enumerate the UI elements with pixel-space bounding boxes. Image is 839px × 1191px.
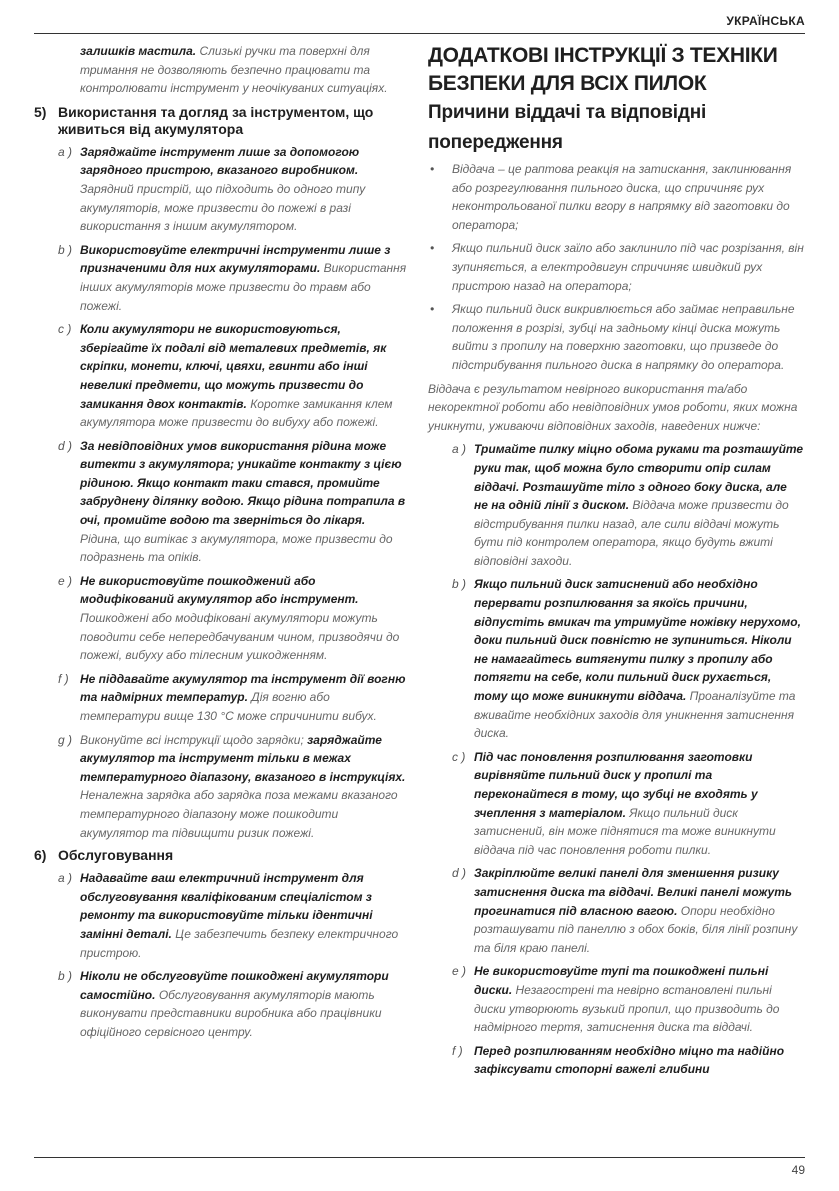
instruction-bold: заряджайте акумулятор та інструмент тільки в межах температурного діапазону, вказаного в інструкціях. xyxy=(80,732,406,784)
item-label: a ) xyxy=(58,871,73,886)
item-label: c ) xyxy=(58,322,72,337)
instruction-bold: Закріплюйте великі панелі для зменшення ризику затиснення диска та віддачі. Великі панелі можуть прогинатися під власною вагою. xyxy=(474,866,792,918)
bullet-text: Якщо пильний диск викривлюється або займає неправильне положення в розрізі, зубці на задньому кінці диска можуть вийти з пропилу на поверхню заготовки, що призведе до підстрибування пильного диска в напрямку до оператора. xyxy=(452,302,795,372)
language-label: УКРАЇНСЬКА xyxy=(726,14,805,28)
list-item xyxy=(34,241,408,315)
instruction-bold: Заряджайте інструмент лише за допомогою зарядного пристрою, вказаного виробником. xyxy=(80,144,360,178)
kickback-intro: Віддача є результатом невірного використання та/або некоректної роботи або невідповідних умов роботи, яких можна уникнути, уживаючи відповідних заходів, наведених нижче: xyxy=(428,381,798,433)
item-label: f ) xyxy=(58,671,69,686)
item-label: b ) xyxy=(58,969,73,984)
kickback-subheading: Причини віддачі та відповідні попередження xyxy=(428,102,707,153)
instruction-bold: Надавайте ваш електричний інструмент для обслуговування кваліфікованим спеціалістом з ремонту та використовуйте тільки ідентичні замінні деталі. xyxy=(80,871,373,941)
bullet-dot-icon: • xyxy=(430,241,435,256)
list-item xyxy=(34,967,408,1041)
list-item xyxy=(34,670,408,726)
list-item xyxy=(428,962,804,1036)
instruction-note: Виконуйте всі інструкції щодо зарядки; xyxy=(80,732,308,747)
item-label: g ) xyxy=(58,732,73,747)
section-title: Використання та догляд за інструментом, що живиться від акумулятора xyxy=(58,103,374,137)
item-label: c ) xyxy=(452,749,466,764)
bullet-item xyxy=(428,239,804,295)
instruction-note: Пошкоджені або модифіковані акумулятори можуть поводити себе непередбачуваним чином, призводячи до пожежі, вибуху або тілесним ушкодженням. xyxy=(80,611,400,663)
bullet-dot-icon: • xyxy=(430,162,435,176)
list-item xyxy=(34,869,408,962)
header-divider xyxy=(34,33,805,34)
bullet-text: Віддача – це раптова реакція на затискання, заклинювання або розрегулювання пильного диска, що спричиняє рух неконтрольованої пилки вгору в напрямку від заготовки до оператора; xyxy=(452,162,792,232)
footer-divider xyxy=(34,1157,805,1158)
bullet-item xyxy=(428,160,804,234)
instruction-note: Віддача може призвести до відстрибування пилки назад, але сили віддачі можуть бути під контролем оператора, якщо будуть вжиті відповідні заходи. xyxy=(474,498,789,568)
list-item xyxy=(34,731,408,843)
instruction-note: Це забезпечить безпеку електричного пристрою. xyxy=(80,926,399,960)
instruction-note: Коротке замикання клем акумулятора може призвести до вибуху або пожежі. xyxy=(80,396,393,430)
item-label: b ) xyxy=(452,577,467,592)
instruction-bold: залишків мастила. xyxy=(80,44,197,58)
bullet-dot-icon: • xyxy=(430,302,435,317)
item-label: d ) xyxy=(452,866,467,881)
safety-heading: ДОДАТКОВІ ІНСТРУКЦІЇ З ТЕХНІКИ БЕЗПЕКИ ДЛЯ ВСІХ ПИЛОК xyxy=(428,44,778,95)
instruction-bold: Тримайте пилку міцно обома руками та розташуйте руки так, щоб можна було створити опір силам віддачі. Розташуйте тіло з одного боку диска, але не на одній лінії з диском. xyxy=(474,442,804,513)
list-item xyxy=(428,864,804,957)
section-5-list xyxy=(34,143,408,842)
item-label: e ) xyxy=(452,964,467,979)
instruction-note: Рідина, що витікає з акумулятора, може призвести до подразнень та опіків. xyxy=(80,531,393,565)
page-number: 49 xyxy=(791,1163,805,1177)
kickback-bullet-list xyxy=(428,160,804,375)
instruction-bold: За невідповідних умов використання рідина може витекти з акумулятора; уникайте контакту з цією рідиною. Якщо контакт таки стався, промийте забруднену ділянку водою. Якщо рідина потрапила в очі, промийте водою та зверніться до лікаря. xyxy=(80,438,406,528)
item-label: a ) xyxy=(58,144,73,159)
instruction-note: Проаналізуйте та вживайте необхідних заходів для уникнення затиснення диска. xyxy=(474,689,796,741)
item-label: b ) xyxy=(58,242,73,257)
list-item xyxy=(428,440,804,570)
instruction-bold: Під час поновлення розпилювання заготовки вирівняйте пильний диск у пропилі та переконайтеся в тому, що зубці не входять у зчеплення з матеріалом. xyxy=(474,749,758,820)
item-label: d ) xyxy=(58,438,73,453)
kickback-measures-list xyxy=(428,440,804,1079)
list-item xyxy=(428,575,804,742)
instruction-bold: Використовуйте електричні інструменти лише з призначеними для них акумуляторами. xyxy=(80,242,391,276)
instruction-note: Незагострені та невірно встановлені пильні диски утворюють вузький пропил, що призводить до надмірного тертя, затиснення диска та віддачі. xyxy=(474,982,780,1035)
bullet-item xyxy=(428,300,804,374)
instruction-bold: Ніколи не обслуговуйте пошкоджені акумулятори самостійно. xyxy=(80,969,389,1002)
instruction-note: Зарядний пристрій, що підходить до одного типу акумуляторів, може призвести до пожежі в разі використання з іншим акумулятором. xyxy=(80,181,366,234)
instruction-bold: Якщо пильний диск затиснений або необхідно перервати розпилювання за якоїсь причини, відпустіть вмикач та утримуйте ножівку нерухомо, доки пильний диск повністю не зупиниться. Ніколи не намагайтесь витягнути пилку з пропилу або потягти на себе, коли пильний диск рухається, тому що може виникнути віддача. xyxy=(474,577,801,704)
instruction-bold: Не використовуйте пошкоджений або модифікований акумулятор або інструмент. xyxy=(80,573,359,607)
list-item xyxy=(34,143,408,236)
instruction-note: Якщо пильний диск затиснений, він може піднятися та може виникнути віддача під час поновлення роботи пилки. xyxy=(474,805,776,857)
bullet-text: Якщо пильний диск заїло або заклинило під час розрізання, він зупиняється, а електродвигун спричиняє швидкий рух пристрою назад на оператора; xyxy=(452,241,804,293)
list-item xyxy=(428,1042,804,1079)
item-label: e ) xyxy=(58,573,73,588)
instruction-bold: Перед розпилюванням необхідно міцно та надійно зафіксувати стопорні важелі глибини xyxy=(474,1043,785,1077)
section-title: Обслуговування xyxy=(58,847,174,864)
instruction-note: Неналежна зарядка або зарядка поза межами вказаного температурного діапазону може пошкодити акумулятор та підвищити ризик пожежі. xyxy=(80,788,398,840)
right-column xyxy=(428,42,804,1084)
section-heading-6 xyxy=(34,847,408,864)
instruction-note: Слизькі ручки та поверхні для тримання не дозволяють безпечно працювати та контролювати інструмент у неочікуваних ситуаціях. xyxy=(80,44,388,96)
item-label: a ) xyxy=(452,442,467,457)
instruction-note: Опори необхідно розташувати під панеллю з обох боків, біля лінії розпину та біля краю панелі. xyxy=(474,903,798,955)
instruction-note: Використання інших акумуляторів може призвести до травм або пожежі. xyxy=(80,261,407,313)
section-number: 5) xyxy=(34,103,47,120)
instruction-bold: Коли акумулятори не використовуються, зберігайте їх подалі від металевих предметів, як скріпки, монети, ключі, цвяхи, гвинти або інші невеликі предмети, що можуть призвести до замикання двох контактів. xyxy=(80,322,387,411)
instruction-bold: Не піддавайте акумулятор та інструмент дії вогню та надмірних температур. xyxy=(80,671,406,705)
list-item xyxy=(34,437,408,567)
list-item xyxy=(428,748,804,860)
continued-text xyxy=(80,42,408,98)
instruction-bold: Не використовуйте тупі та пошкоджені пильні диски. xyxy=(474,964,769,997)
instruction-note: Дія вогню або температури вище 130 °C може спричинити вибух. xyxy=(80,690,377,723)
item-label: f ) xyxy=(452,1043,463,1058)
instruction-note: Обслуговування акумуляторів мають виконувати представники виробника або працівники офіційного сервісного центру. xyxy=(80,987,382,1039)
list-item xyxy=(34,572,408,665)
list-item xyxy=(34,320,408,432)
left-column xyxy=(34,42,408,1047)
section-number: 6) xyxy=(34,847,47,864)
section-6-list xyxy=(34,869,408,1041)
section-heading-5 xyxy=(34,104,408,138)
